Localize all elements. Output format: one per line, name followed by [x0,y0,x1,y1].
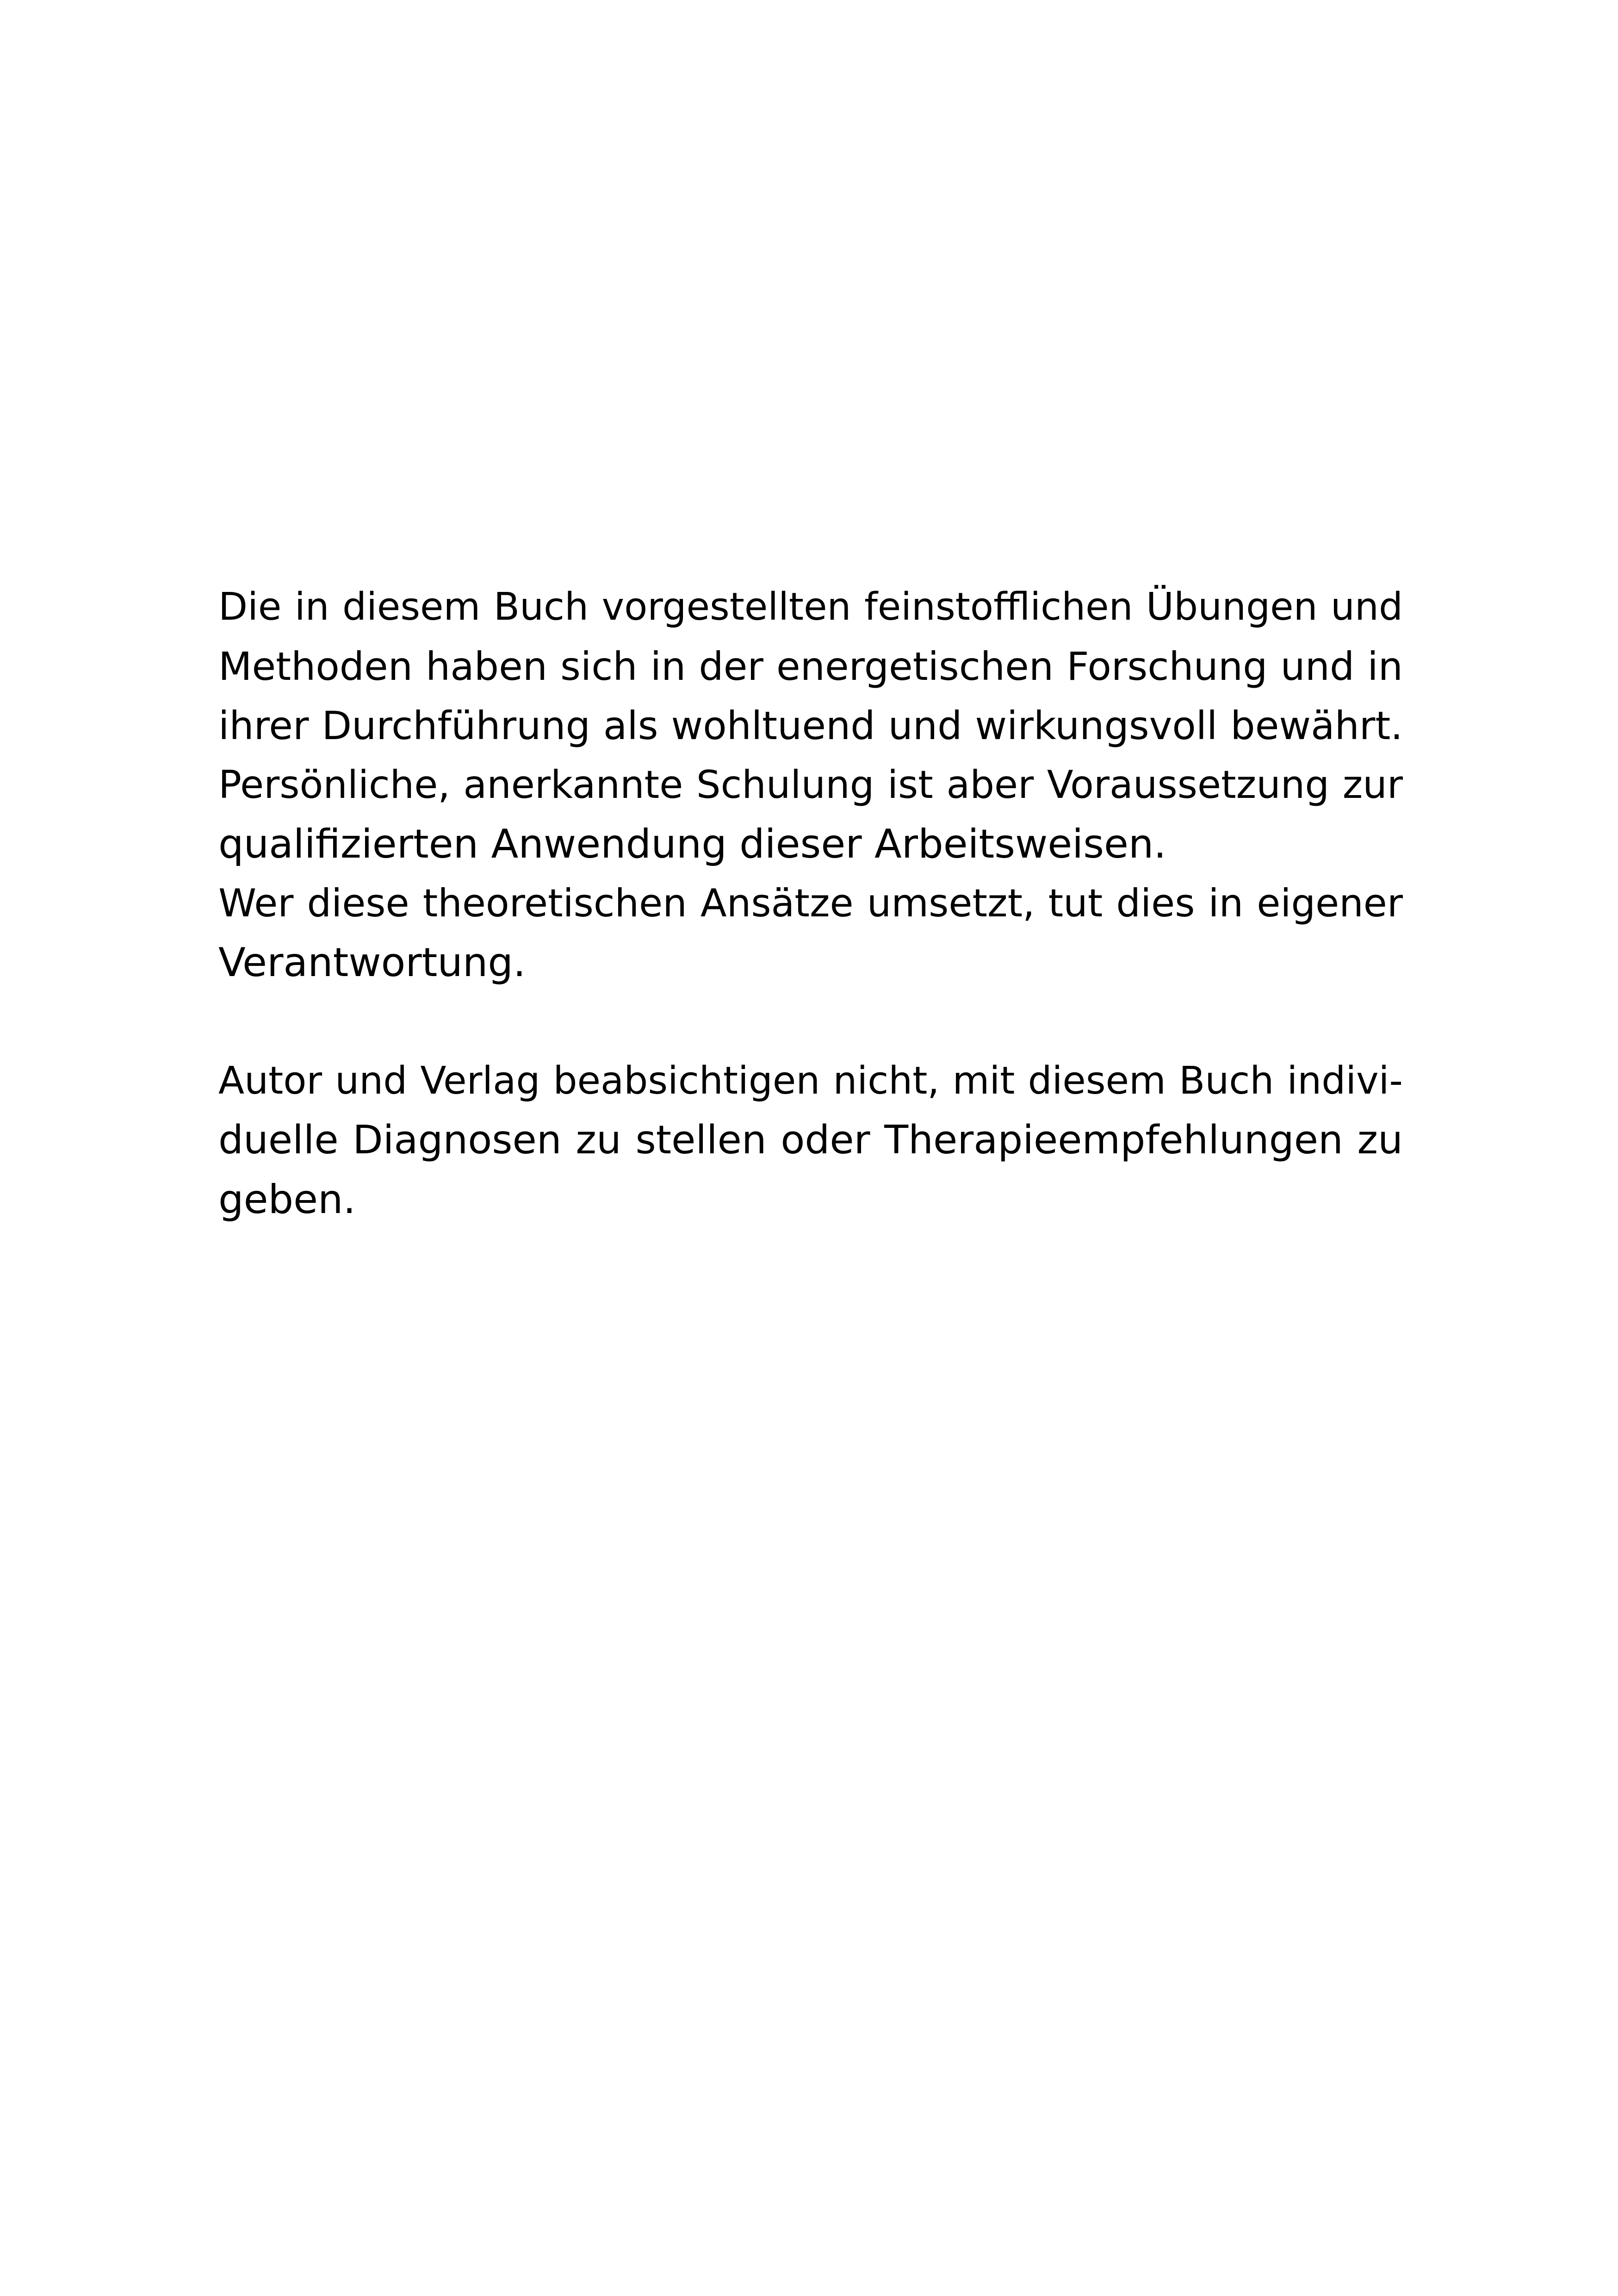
text-line: Autor und Verlag beabsichtigen nicht, mit diesem Buch indivi- [218,1059,1403,1103]
paragraph-no-diagnosis [218,1052,1403,1229]
text-line: Methoden haben sich in der energetischen Forschung und in [218,644,1403,689]
disclaimer-text [218,578,1403,1229]
text-line: Wer diese theoretischen Ansätze umsetzt, tut dies in eigener [218,881,1403,926]
paragraph-spacer [218,992,1403,1052]
text-line: qualifizierten Anwendung dieser Arbeitsweisen. [218,821,1166,867]
paragraph-methods [218,578,1403,874]
text-line: Die in diesem Buch vorgestellten feinstofflichen Übungen und [218,585,1403,629]
text-line: Persönliche, anerkannte Schulung ist aber Voraussetzung zur [218,762,1403,807]
text-line: duelle Diagnosen zu stellen oder Therapieempfehlungen zu [218,1117,1403,1163]
text-line: Verantwortung. [218,940,526,986]
paragraph-responsibility [218,874,1403,992]
text-line: geben. [218,1176,356,1223]
text-line: ihrer Durchführung als wohltuend und wirkungsvoll bewährt. [218,703,1403,748]
